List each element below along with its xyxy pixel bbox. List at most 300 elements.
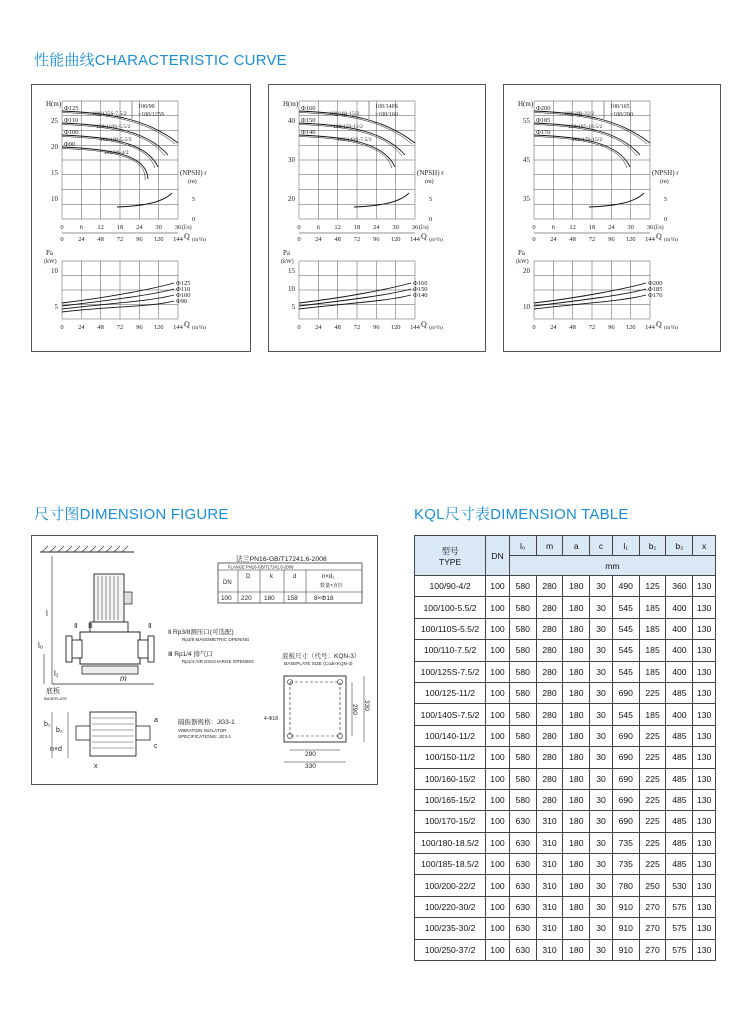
- power-flow-tick: 24: [78, 324, 85, 331]
- flow-ls-tick: 6: [551, 224, 555, 231]
- value-cell: 910: [612, 918, 639, 939]
- value-cell: 100: [486, 768, 510, 789]
- type-cell: 100/160-15/2: [415, 768, 486, 789]
- power-tick-label: 5: [291, 303, 295, 311]
- value-cell: 630: [509, 918, 536, 939]
- dim-letter-l1: l₁: [54, 669, 59, 678]
- npsh-axis-label: (NPSH) r: [180, 169, 207, 177]
- head-tick-label: 15: [51, 169, 58, 177]
- header-dn: DN: [486, 536, 510, 576]
- value-cell: 630: [509, 875, 536, 896]
- value-cell: 100: [486, 875, 510, 896]
- value-cell: 30: [590, 811, 613, 832]
- value-cell: 130: [693, 747, 716, 768]
- value-cell: 225: [639, 811, 666, 832]
- value-cell: 630: [509, 832, 536, 853]
- type-cell: 100/165-15/2: [415, 789, 486, 810]
- table-row: [415, 768, 716, 789]
- value-cell: 100: [486, 747, 510, 768]
- type-cell: 100/90-4/2: [415, 576, 486, 597]
- power-flow-tick: 72: [116, 324, 124, 331]
- value-cell: 485: [666, 682, 693, 703]
- power-flow-tick: 72: [353, 324, 361, 331]
- dimension-table-title: KQL尺寸表DIMENSION TABLE: [414, 506, 629, 523]
- flow-ls-tick: 30: [155, 224, 162, 231]
- power-tick-label: 10: [523, 303, 530, 311]
- power-flow-tick: 24: [550, 324, 557, 331]
- npsh-tick-label: 0: [429, 216, 433, 223]
- npsh-curve: [117, 193, 172, 207]
- dim-letter-c: c: [154, 743, 158, 750]
- value-cell: 130: [693, 789, 716, 810]
- dim-290-h: 290: [305, 751, 316, 758]
- power-axis-label: Pa: [283, 249, 290, 257]
- value-cell: 400: [666, 704, 693, 725]
- power-flow-tick: 48: [569, 324, 576, 331]
- value-cell: 485: [666, 725, 693, 746]
- baseplate-size-cn: 底板尺寸（代号：KQN-3）: [282, 653, 361, 660]
- npsh-tick-label: 0: [192, 216, 196, 223]
- model-curve-label: 100/100-5.5/2: [100, 137, 132, 143]
- table-row: [415, 811, 716, 832]
- flow-q-label: Q: [184, 232, 190, 241]
- table-row: [415, 640, 716, 661]
- value-cell: 130: [693, 918, 716, 939]
- impeller-label: Φ200: [536, 105, 551, 112]
- value-cell: 185: [639, 661, 666, 682]
- table-row: [415, 875, 716, 896]
- flow-m3h-tick: 48: [97, 236, 104, 243]
- value-cell: 30: [590, 789, 613, 810]
- power-impeller-label: Φ185: [648, 286, 663, 293]
- value-cell: 400: [666, 597, 693, 618]
- flow-ls-unit: (l/s): [182, 225, 192, 231]
- header-col: b₁: [639, 536, 666, 556]
- value-cell: 100: [486, 576, 510, 597]
- flow-ls-tick: 30: [627, 224, 634, 231]
- power-impeller-label: Φ200: [648, 280, 663, 287]
- value-cell: 180: [563, 875, 590, 896]
- dim-letter-b1: b₁: [44, 721, 51, 728]
- value-cell: 280: [536, 682, 563, 703]
- power-impeller-label: Φ170: [648, 292, 663, 299]
- table-row: [415, 597, 716, 618]
- power-flow-tick: 144: [173, 324, 183, 331]
- flow-m3h-tick: 96: [608, 236, 615, 243]
- chart-panel-3: [503, 84, 721, 352]
- power-q-label: Q: [656, 320, 662, 329]
- value-cell: 130: [693, 875, 716, 896]
- dim-330-v: 330: [363, 700, 370, 711]
- value-cell: 30: [590, 725, 613, 746]
- value-cell: 130: [693, 640, 716, 661]
- type-cell: 100/110S-5.5/2: [415, 618, 486, 639]
- value-cell: 130: [693, 939, 716, 960]
- value-cell: 630: [509, 854, 536, 875]
- value-cell: 100: [486, 832, 510, 853]
- value-cell: 130: [693, 597, 716, 618]
- table-row: [415, 918, 716, 939]
- type-cell: 100/185-18.5/2: [415, 854, 486, 875]
- value-cell: 130: [693, 896, 716, 917]
- value-cell: 280: [536, 704, 563, 725]
- type-cell: 100/220-30/2: [415, 896, 486, 917]
- flow-ls-tick: 12: [97, 224, 104, 231]
- vibration-isolator-en2: SPECIFICATIONS: JG3-1: [178, 734, 232, 739]
- power-flow-tick: 72: [588, 324, 596, 331]
- impeller-label: Φ110: [64, 117, 79, 124]
- value-cell: 100: [486, 811, 510, 832]
- value-cell: 100: [486, 854, 510, 875]
- npsh-unit: (m): [425, 179, 434, 185]
- head-axis-label: H(m): [283, 100, 299, 108]
- baseplate-label-cn: 底板: [46, 688, 60, 695]
- value-cell: 580: [509, 576, 536, 597]
- value-cell: 310: [536, 854, 563, 875]
- impeller-label: Φ140: [301, 129, 316, 136]
- power-flow-tick: 96: [608, 324, 615, 331]
- value-cell: 630: [509, 939, 536, 960]
- value-cell: 485: [666, 811, 693, 832]
- value-cell: 630: [509, 811, 536, 832]
- value-cell: 130: [693, 618, 716, 639]
- value-cell: 690: [612, 811, 639, 832]
- type-cell: 100/235-30/2: [415, 918, 486, 939]
- value-cell: 180: [563, 682, 590, 703]
- head-tick-label: 55: [523, 117, 530, 125]
- type-cell: 100/150-11/2: [415, 747, 486, 768]
- npsh-tick-label: 5: [192, 196, 196, 203]
- value-cell: 280: [536, 597, 563, 618]
- value-cell: 270: [639, 939, 666, 960]
- value-cell: 580: [509, 704, 536, 725]
- power-flow-tick: 144: [410, 324, 420, 331]
- flow-m3h-tick: 0: [297, 236, 301, 243]
- value-cell: 580: [509, 618, 536, 639]
- head-tick-label: 20: [51, 143, 58, 151]
- value-cell: 690: [612, 747, 639, 768]
- value-cell: 310: [536, 811, 563, 832]
- table-row: [415, 682, 716, 703]
- head-tick-label: 40: [288, 117, 295, 125]
- flow-ls-tick: 18: [116, 224, 124, 231]
- impeller-label: Φ170: [536, 129, 551, 136]
- dim-letter-III: Ⅲ: [88, 623, 93, 630]
- value-cell: 250: [639, 875, 666, 896]
- flange-h-k: k: [270, 574, 273, 580]
- value-cell: 225: [639, 832, 666, 853]
- performance-chart-3: [504, 85, 720, 351]
- value-cell: 280: [536, 576, 563, 597]
- dimension-figure-title: 尺寸图DIMENSION FIGURE: [34, 506, 229, 523]
- value-cell: 280: [536, 661, 563, 682]
- value-cell: 580: [509, 725, 536, 746]
- flange-title: 法兰PN16-GB/T17241.6-2008: [236, 556, 327, 563]
- flow-ls-tick: 24: [136, 224, 143, 231]
- value-cell: 30: [590, 661, 613, 682]
- value-cell: 270: [639, 918, 666, 939]
- value-cell: 690: [612, 789, 639, 810]
- note-iii-cn: Ⅲ Rp1/4 排气口: [168, 651, 213, 658]
- value-cell: 185: [639, 597, 666, 618]
- power-flow-tick: 120: [625, 324, 636, 331]
- value-cell: 100: [486, 704, 510, 725]
- power-flow-tick: 24: [315, 324, 322, 331]
- power-axis-label: Pa: [46, 249, 53, 257]
- value-cell: 130: [693, 725, 716, 746]
- flow-ls-tick: 30: [392, 224, 399, 231]
- value-cell: 30: [590, 682, 613, 703]
- value-cell: 910: [612, 896, 639, 917]
- value-cell: 690: [612, 682, 639, 703]
- model-curve-label: 100/140S-7.5/2: [337, 137, 372, 143]
- dimension-table-body: [415, 576, 716, 961]
- flow-m3h-tick: 96: [373, 236, 380, 243]
- value-cell: 185: [639, 704, 666, 725]
- range-box-line: ~100/160: [375, 112, 398, 118]
- flange-v-dn: 100: [221, 595, 232, 602]
- model-curve-label: 100/200-22/2: [564, 111, 595, 117]
- range-box-line: 100/165: [610, 104, 630, 110]
- value-cell: 180: [563, 747, 590, 768]
- header-col: l₀: [509, 536, 536, 556]
- table-row: [415, 725, 716, 746]
- model-curve-label: 100/90-4/2: [104, 150, 129, 156]
- power-unit: (kW): [44, 259, 57, 265]
- dim-letter-l0: l₀: [38, 641, 44, 650]
- value-cell: 580: [509, 747, 536, 768]
- value-cell: 180: [563, 597, 590, 618]
- flow-m3h-tick: 120: [390, 236, 401, 243]
- header-col: x: [693, 536, 716, 556]
- value-cell: 225: [639, 768, 666, 789]
- table-row: [415, 747, 716, 768]
- performance-chart-1: [32, 85, 250, 351]
- type-cell: 100/170-15/2: [415, 811, 486, 832]
- model-curve-label: 100/110S-5.5/2: [96, 124, 131, 130]
- value-cell: 30: [590, 704, 613, 725]
- power-curve: [299, 295, 411, 309]
- value-cell: 100: [486, 661, 510, 682]
- power-axis-label: Pa: [518, 249, 525, 257]
- head-axis-label: H(m): [518, 100, 534, 108]
- flow-m3h-tick: 144: [410, 236, 420, 243]
- value-cell: 100: [486, 918, 510, 939]
- flow-ls-tick: 12: [569, 224, 576, 231]
- chart-panel-2: [268, 84, 486, 352]
- table-row: [415, 618, 716, 639]
- range-box-line: ~100/200: [610, 112, 633, 118]
- value-cell: 225: [639, 725, 666, 746]
- value-cell: 100: [486, 640, 510, 661]
- value-cell: 130: [693, 811, 716, 832]
- power-impeller-label: Φ100: [176, 292, 191, 299]
- npsh-axis-label: (NPSH) r: [417, 169, 444, 177]
- value-cell: 130: [693, 661, 716, 682]
- value-cell: 690: [612, 768, 639, 789]
- impeller-label: Φ150: [301, 117, 316, 124]
- flange-h-nd: n×d₁: [322, 574, 335, 580]
- power-flow-unit: (m³/h): [192, 325, 206, 331]
- value-cell: 225: [639, 789, 666, 810]
- value-cell: 30: [590, 939, 613, 960]
- flange-h-d: d: [293, 574, 297, 580]
- flow-m3h-tick: 48: [569, 236, 576, 243]
- value-cell: 580: [509, 661, 536, 682]
- dim-letter-nd: n×d: [50, 746, 62, 753]
- value-cell: 545: [612, 618, 639, 639]
- dim-letter-II-right: Ⅱ: [148, 623, 152, 630]
- dim-letter-m: m: [120, 674, 127, 683]
- model-curve-label: 100/150-11/2: [333, 124, 363, 130]
- npsh-curve: [354, 193, 409, 207]
- value-cell: 180: [563, 725, 590, 746]
- value-cell: 735: [612, 854, 639, 875]
- range-box-line: 100/90: [138, 104, 155, 110]
- type-cell: 100/125S-7.5/2: [415, 661, 486, 682]
- range-box-line: 100/140S: [375, 104, 399, 110]
- power-flow-tick: 0: [297, 324, 301, 331]
- value-cell: 400: [666, 618, 693, 639]
- value-cell: 490: [612, 576, 639, 597]
- header-col: c: [590, 536, 613, 556]
- flow-m3h-unit: (m³/h): [664, 237, 678, 243]
- power-impeller-label: Φ160: [413, 280, 428, 287]
- power-tick-label: 10: [288, 285, 295, 293]
- type-cell: 100/110-7.5/2: [415, 640, 486, 661]
- table-row: [415, 896, 716, 917]
- dim-290-v: 290: [351, 704, 358, 715]
- value-cell: 630: [509, 896, 536, 917]
- impeller-label: Φ125: [64, 105, 79, 112]
- head-tick-label: 25: [51, 117, 58, 125]
- value-cell: 30: [590, 768, 613, 789]
- power-q-label: Q: [184, 320, 190, 329]
- flow-ls-tick: 0: [60, 224, 64, 231]
- value-cell: 180: [563, 854, 590, 875]
- value-cell: 575: [666, 939, 693, 960]
- flow-m3h-tick: 120: [153, 236, 164, 243]
- npsh-tick-label: 5: [429, 196, 433, 203]
- head-tick-label: 10: [51, 195, 58, 203]
- power-flow-tick: 120: [153, 324, 164, 331]
- power-unit: (kW): [516, 259, 529, 265]
- value-cell: 735: [612, 832, 639, 853]
- value-cell: 30: [590, 747, 613, 768]
- value-cell: 225: [639, 682, 666, 703]
- value-cell: 30: [590, 832, 613, 853]
- value-cell: 575: [666, 918, 693, 939]
- value-cell: 180: [563, 789, 590, 810]
- value-cell: 545: [612, 640, 639, 661]
- type-cell: 100/140-11/2: [415, 725, 486, 746]
- header-col: b₂: [666, 536, 693, 556]
- value-cell: 310: [536, 939, 563, 960]
- npsh-unit: (m): [188, 179, 197, 185]
- npsh-curve: [589, 193, 644, 207]
- flow-m3h-tick: 120: [625, 236, 636, 243]
- flange-v-D: 220: [241, 595, 252, 602]
- value-cell: 180: [563, 661, 590, 682]
- flow-m3h-tick: 72: [116, 236, 124, 243]
- flow-ls-tick: 18: [353, 224, 361, 231]
- head-tick-label: 35: [523, 195, 530, 203]
- power-unit: (kW): [281, 259, 294, 265]
- value-cell: 310: [536, 918, 563, 939]
- power-tick-label: 15: [288, 267, 295, 275]
- flow-ls-tick: 12: [334, 224, 341, 231]
- flow-m3h-tick: 48: [334, 236, 341, 243]
- power-tick-label: 20: [523, 267, 530, 275]
- dim-letter-a: a: [154, 717, 158, 724]
- value-cell: 30: [590, 640, 613, 661]
- table-row: [415, 854, 716, 875]
- value-cell: 360: [666, 576, 693, 597]
- note-ii-cn: Ⅱ Rp3/8测压口(可选配): [168, 629, 234, 636]
- header-col: l₁: [612, 536, 639, 556]
- flow-q-label: Q: [656, 232, 662, 241]
- value-cell: 545: [612, 597, 639, 618]
- value-cell: 180: [563, 896, 590, 917]
- dim-letter-x: x: [94, 763, 98, 770]
- npsh-unit: (m): [660, 179, 669, 185]
- model-curve-label: 100/170-15/2: [572, 137, 603, 143]
- header-unit: mm: [509, 556, 715, 576]
- impeller-label: Φ90: [64, 141, 76, 148]
- value-cell: 100: [486, 618, 510, 639]
- power-q-label: Q: [421, 320, 427, 329]
- power-flow-tick: 96: [373, 324, 380, 331]
- value-cell: 310: [536, 896, 563, 917]
- value-cell: 100: [486, 789, 510, 810]
- value-cell: 130: [693, 832, 716, 853]
- value-cell: 185: [639, 640, 666, 661]
- power-impeller-label: Φ140: [413, 292, 428, 299]
- note-iii-en: Rp1/4 AIR DISCHARGE OPENING: [182, 659, 254, 664]
- value-cell: 280: [536, 747, 563, 768]
- value-cell: 225: [639, 854, 666, 875]
- flange-h-dn: DN: [223, 580, 232, 586]
- value-cell: 530: [666, 875, 693, 896]
- type-cell: 100/125-11/2: [415, 682, 486, 703]
- value-cell: 400: [666, 661, 693, 682]
- impeller-label: Φ100: [64, 129, 79, 136]
- value-cell: 180: [563, 768, 590, 789]
- flow-ls-tick: 24: [608, 224, 615, 231]
- value-cell: 545: [612, 661, 639, 682]
- flow-ls-tick: 36: [174, 224, 182, 231]
- value-cell: 180: [563, 918, 590, 939]
- header-col: m: [536, 536, 563, 556]
- value-cell: 180: [563, 704, 590, 725]
- flow-m3h-tick: 72: [588, 236, 596, 243]
- value-cell: 280: [536, 725, 563, 746]
- value-cell: 910: [612, 939, 639, 960]
- power-flow-tick: 96: [136, 324, 143, 331]
- flange-subtitle: FLANGE PN16-GB/T17241.6-2008: [228, 564, 294, 570]
- value-cell: 180: [563, 832, 590, 853]
- dim-letter-II-left: Ⅱ: [74, 623, 78, 630]
- header-type: [415, 536, 486, 576]
- header-col: a: [563, 536, 590, 556]
- power-impeller-label: Φ150: [413, 286, 428, 293]
- flow-ls-tick: 0: [297, 224, 301, 231]
- value-cell: 30: [590, 896, 613, 917]
- head-axis-label: H(m): [46, 100, 62, 108]
- power-impeller-label: Φ125: [176, 280, 191, 287]
- power-flow-tick: 48: [97, 324, 104, 331]
- value-cell: 100: [486, 682, 510, 703]
